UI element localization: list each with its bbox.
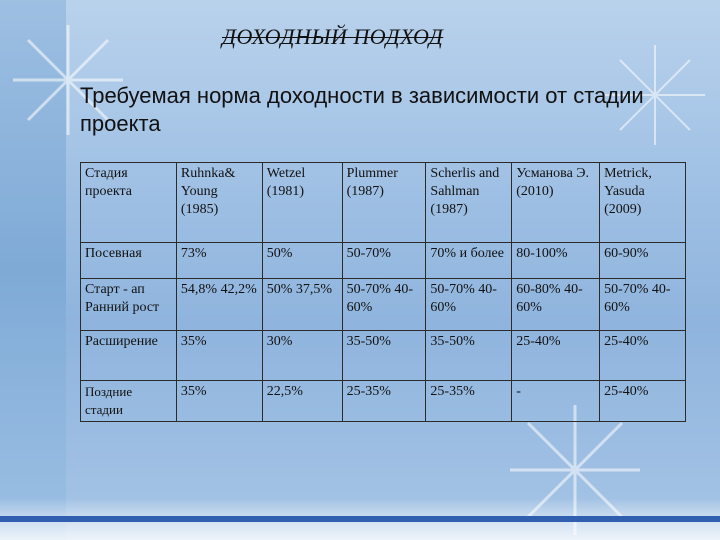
table-header-row [81,163,686,243]
table-row [81,331,686,381]
table-cell: Поздние стадии [81,381,177,422]
table-cell: 25-40% [512,331,600,381]
table-cell: 80-100% [512,243,600,279]
table-cell: 50-70% 40-60% [600,279,686,331]
table-row [81,243,686,279]
table-cell: 25-40% [600,331,686,381]
table-cell: - [512,381,600,422]
table-header-cell: Metrick, Yasuda (2009) [600,163,686,243]
bottom-accent-line [0,516,720,522]
table-header-cell: Ruhnka& Young (1985) [176,163,262,243]
table-cell: 60-80% 40-60% [512,279,600,331]
table-cell: 50% [262,243,342,279]
slide-subtitle: Требуемая норма доходности в зависимости от стадии проекта [80,83,644,136]
table-header-cell: Wetzel (1981) [262,163,342,243]
table-cell: 50-70% 40-60% [426,279,512,331]
table-cell: 30% [262,331,342,381]
table-cell: 35% [176,331,262,381]
table-cell: 25-35% [426,381,512,422]
table-cell: 50% 37,5% [262,279,342,331]
table-cell: 25-40% [600,381,686,422]
table-header-cell: Scherlis and Sahlman (1987) [426,163,512,243]
table-cell: Расширение [81,331,177,381]
table-cell: 54,8% 42,2% [176,279,262,331]
table-cell: 70% и более [426,243,512,279]
table-cell: 73% [176,243,262,279]
table-cell: 25-35% [342,381,426,422]
table-cell: 22,5% [262,381,342,422]
table-header-cell: Стадия проекта [81,163,177,243]
table-cell: 50-70% 40-60% [342,279,426,331]
table-header-cell: Plummer (1987) [342,163,426,243]
table-cell: 50-70% [342,243,426,279]
table-cell: 35% [176,381,262,422]
table-cell: Старт - ап Ранний рост [81,279,177,331]
table-header-cell: Усманова Э. (2010) [512,163,600,243]
table-cell: 35-50% [426,331,512,381]
table-row [81,279,686,331]
table-row [81,381,686,422]
table-cell: 35-50% [342,331,426,381]
rate-of-return-table [80,162,686,422]
table-cell: 60-90% [600,243,686,279]
table-cell: Посевная [81,243,177,279]
slide-header-title: ДОХОДНЫЙ ПОДХОД [222,24,444,49]
